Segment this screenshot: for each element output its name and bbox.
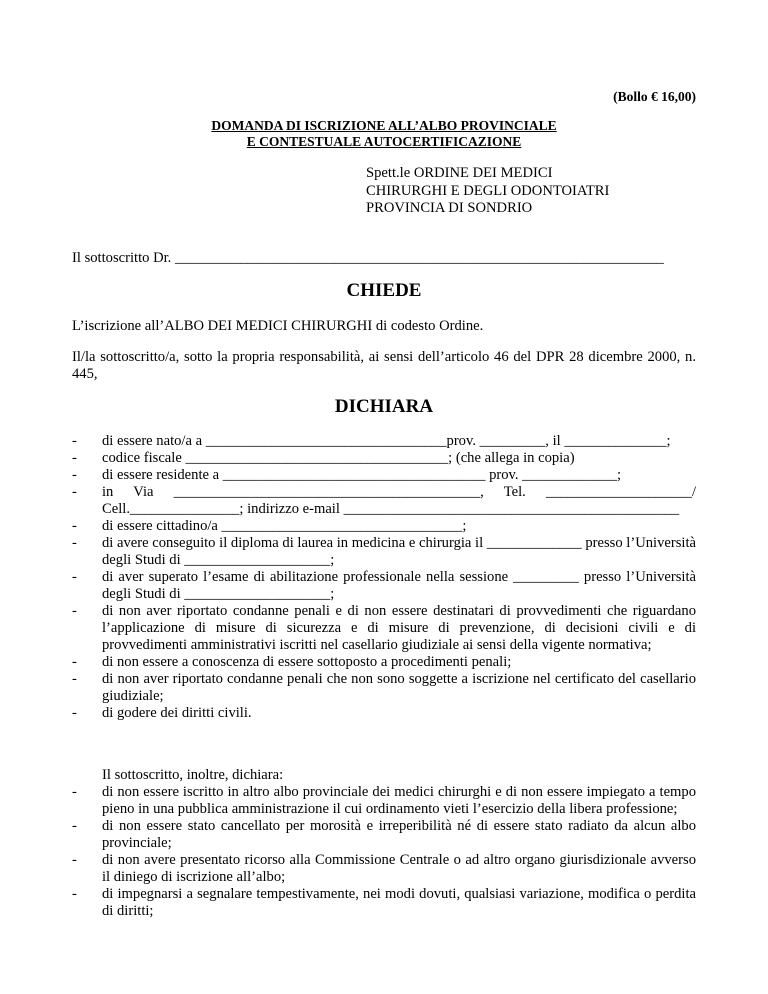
- recipient-line-3: PROVINCIA DI SONDRIO: [366, 200, 533, 216]
- list-item[interactable]: - in Via __________________________________________, Tel. ____________________/ Cell._______________; indirizzo e-mail ______________________________________________: [72, 484, 696, 517]
- request-text: L’iscrizione all’ALBO DEI MEDICI CHIRURGHI di codesto Ordine.: [72, 318, 484, 334]
- dichiara-heading: DICHIARA: [334, 396, 434, 417]
- list-item: - di non aver riportato condanne penali che non sono soggette a iscrizione nel certificato del casellario giudiziale;: [72, 671, 696, 704]
- further-declaration-list: [72, 784, 696, 920]
- list-item: - di non essere stato cancellato per morosità e irreperibilità né di essere stato radiato da alcun albo provinciale;: [72, 818, 696, 851]
- title-line-2: E CONTESTUALE AUTOCERTIFICAZIONE: [246, 134, 522, 149]
- list-item: - di non essere a conoscenza di essere sottoposto a procedimenti penali;: [72, 654, 512, 670]
- recipient-address: [366, 165, 609, 218]
- list-item[interactable]: - di essere residente a ____________________________________ prov. _____________;: [72, 467, 622, 483]
- list-item[interactable]: - di aver superato l’esame di abilitazione professionale nella sessione _________ presso l’Università degli Studi di ____________________;: [72, 569, 696, 602]
- declaration-intro: Il/la sottoscritto/a, sotto la propria responsabilità, ai sensi dell’articolo 46 del DPR 28 dicembre 2000, n. 445,: [72, 349, 696, 382]
- list-item: - di non essere iscritto in altro albo provinciale dei medici chirurghi e di non essere impiegato a tempo pieno in una pubblica amministrazione il cui ordinamento vieti l’esercizio della libera professione;: [72, 784, 696, 817]
- signer-name-field[interactable]: Il sottoscritto Dr. ___________________________________________________________________: [72, 250, 664, 266]
- chiede-heading: CHIEDE: [346, 280, 422, 301]
- stamp-duty-note: (Bollo € 16,00): [613, 89, 696, 104]
- title-line-1: DOMANDA DI ISCRIZIONE ALL’ALBO PROVINCIALE: [211, 118, 557, 133]
- document-title: [0, 118, 768, 150]
- list-item[interactable]: - di essere nato/a a _________________________________prov. _________, il ______________;: [72, 433, 671, 449]
- further-declaration-intro: Il sottoscritto, inoltre, dichiara:: [102, 767, 284, 783]
- list-item[interactable]: - di avere conseguito il diploma di laurea in medicina e chirurgia il _____________ presso l’Università degli Studi di ____________________;: [72, 535, 696, 568]
- declaration-list: [72, 433, 696, 722]
- list-item[interactable]: - di essere cittadino/a _________________________________;: [72, 518, 467, 534]
- list-item: - di non avere presentato ricorso alla Commissione Centrale o ad altro organo giurisdizionale avverso il diniego di iscrizione all’albo;: [72, 852, 696, 885]
- list-item[interactable]: - codice fiscale ____________________________________; (che allega in copia): [72, 450, 575, 466]
- recipient-line-1: Spett.le ORDINE DEI MEDICI: [366, 165, 553, 181]
- list-item: - di non aver riportato condanne penali e di non essere destinatari di provvedimenti che riguardano l’applicazione di misure di sicurezza e di misure di prevenzione, di decisioni civili e di provvedimenti amministrativi iscritti nel casellario giudiziale ai sensi della vigente normativa;: [72, 603, 696, 653]
- list-item: - di godere dei diritti civili.: [72, 705, 252, 721]
- list-item: - di impegnarsi a segnalare tempestivamente, nei modi dovuti, qualsiasi variazione, modifica o perdita di diritti;: [72, 886, 696, 919]
- recipient-line-2: CHIRURGHI E DEGLI ODONTOIATRI: [366, 182, 610, 199]
